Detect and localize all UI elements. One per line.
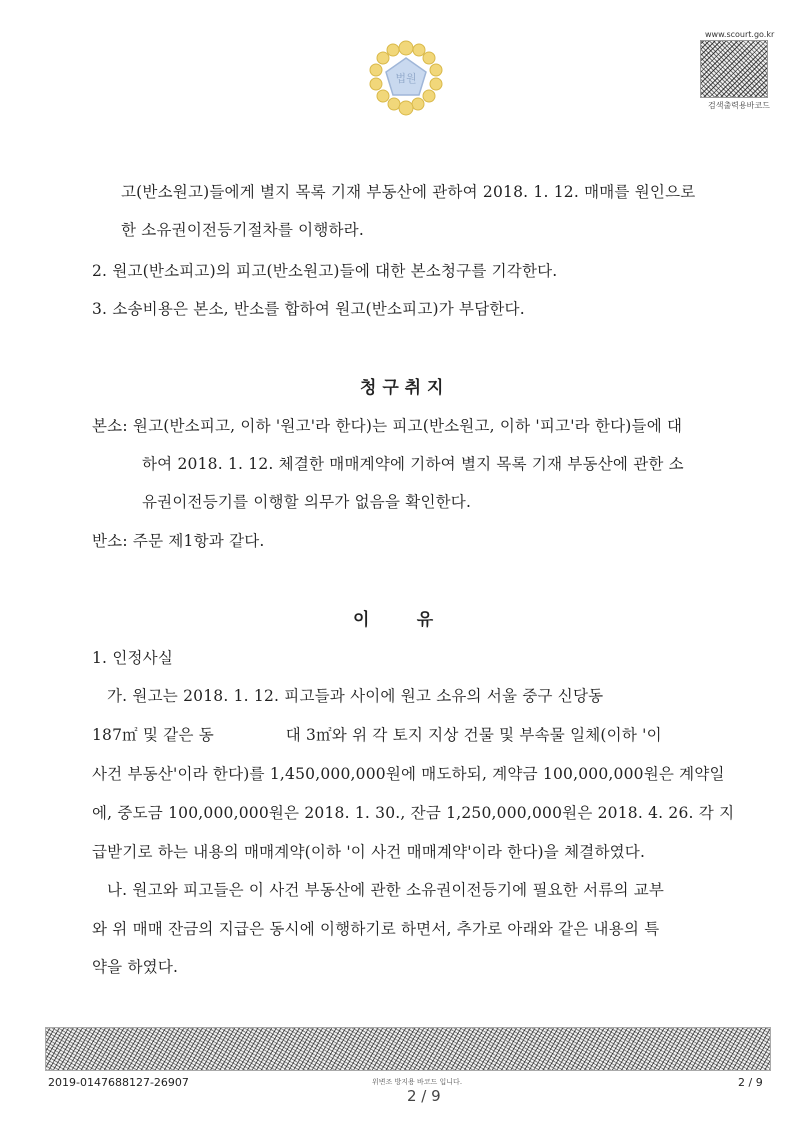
reason-heading: 이 유 (353, 610, 434, 630)
anti-forgery-barcode (45, 1027, 771, 1071)
page-number-right: 2 / 9 (738, 1076, 763, 1089)
court-seal-logo (366, 40, 446, 118)
reason-line-1: 1. 인정사실 (92, 649, 174, 667)
claim-line-4: 반소: 주문 제1항과 같다. (92, 532, 265, 550)
seal-text: 법원 (395, 72, 417, 85)
order-line-3: 2. 원고(반소피고)의 피고(반소원고)들에 대한 본소청구를 기각한다. (92, 262, 558, 280)
order-line-1: 고(반소원고)들에게 별지 목록 기재 부동산에 관하여 2018. 1. 12. 매매를 원인으로 (121, 183, 696, 201)
reason-line-5: 에, 중도금 100,000,000원은 2018. 1. 30., 잔금 1,250,000,000원은 2018. 4. 26. 각 지 (92, 804, 735, 822)
reason-line-6: 급받기로 하는 내용의 매매계약(이하 '이 사건 매매계약'이라 한다)을 체결하였다. (92, 843, 646, 861)
document-number: 2019-0147688127-26907 (48, 1076, 189, 1089)
order-line-4: 3. 소송비용은 본소, 반소를 합하여 원고(반소피고)가 부담한다. (92, 300, 525, 318)
reason-line-3: 187㎡ 및 같은 동 대 3㎡와 위 각 토지 지상 건물 및 부속물 일체(이하 '이 (92, 726, 662, 744)
reason-line-8: 와 위 매매 잔금의 지급은 동시에 이행하기로 하면서, 추가로 아래와 같은 내용의 특 (92, 920, 660, 938)
claim-line-2: 하여 2018. 1. 12. 체결한 매매계약에 기하여 별지 목록 기재 부동산에 관한 소 (142, 455, 684, 473)
claim-line-3: 유권이전등기를 이행할 의무가 없음을 확인한다. (142, 493, 472, 511)
qr-url: www.scourt.go.kr (705, 30, 775, 39)
qr-code (700, 40, 768, 98)
barcode-notice: 위변조 방지용 바코드 입니다. (372, 1078, 463, 1086)
reason-line-4: 사건 부동산'이라 한다)를 1,450,000,000원에 매도하되, 계약금 100,000,000원은 계약일 (92, 765, 725, 783)
reason-line-9: 약을 하였다. (92, 958, 179, 976)
reason-line-2: 가. 원고는 2018. 1. 12. 피고들과 사이에 원고 소유의 서울 중구 신당동 (107, 687, 604, 705)
claim-heading: 청 구 취 지 (360, 378, 444, 398)
order-line-2: 한 소유권이전등기절차를 이행하라. (121, 221, 364, 239)
reason-line-7: 나. 원고와 피고들은 이 사건 부동산에 관한 소유권이전등기에 필요한 서류의 교부 (107, 881, 665, 899)
page-number-center: 2 / 9 (407, 1087, 441, 1105)
qr-caption: 검색출력용바코드 (708, 101, 770, 110)
claim-line-1: 본소: 원고(반소피고, 이하 '원고'라 한다)는 피고(반소원고, 이하 '피고'라 한다)들에 대 (92, 417, 683, 435)
